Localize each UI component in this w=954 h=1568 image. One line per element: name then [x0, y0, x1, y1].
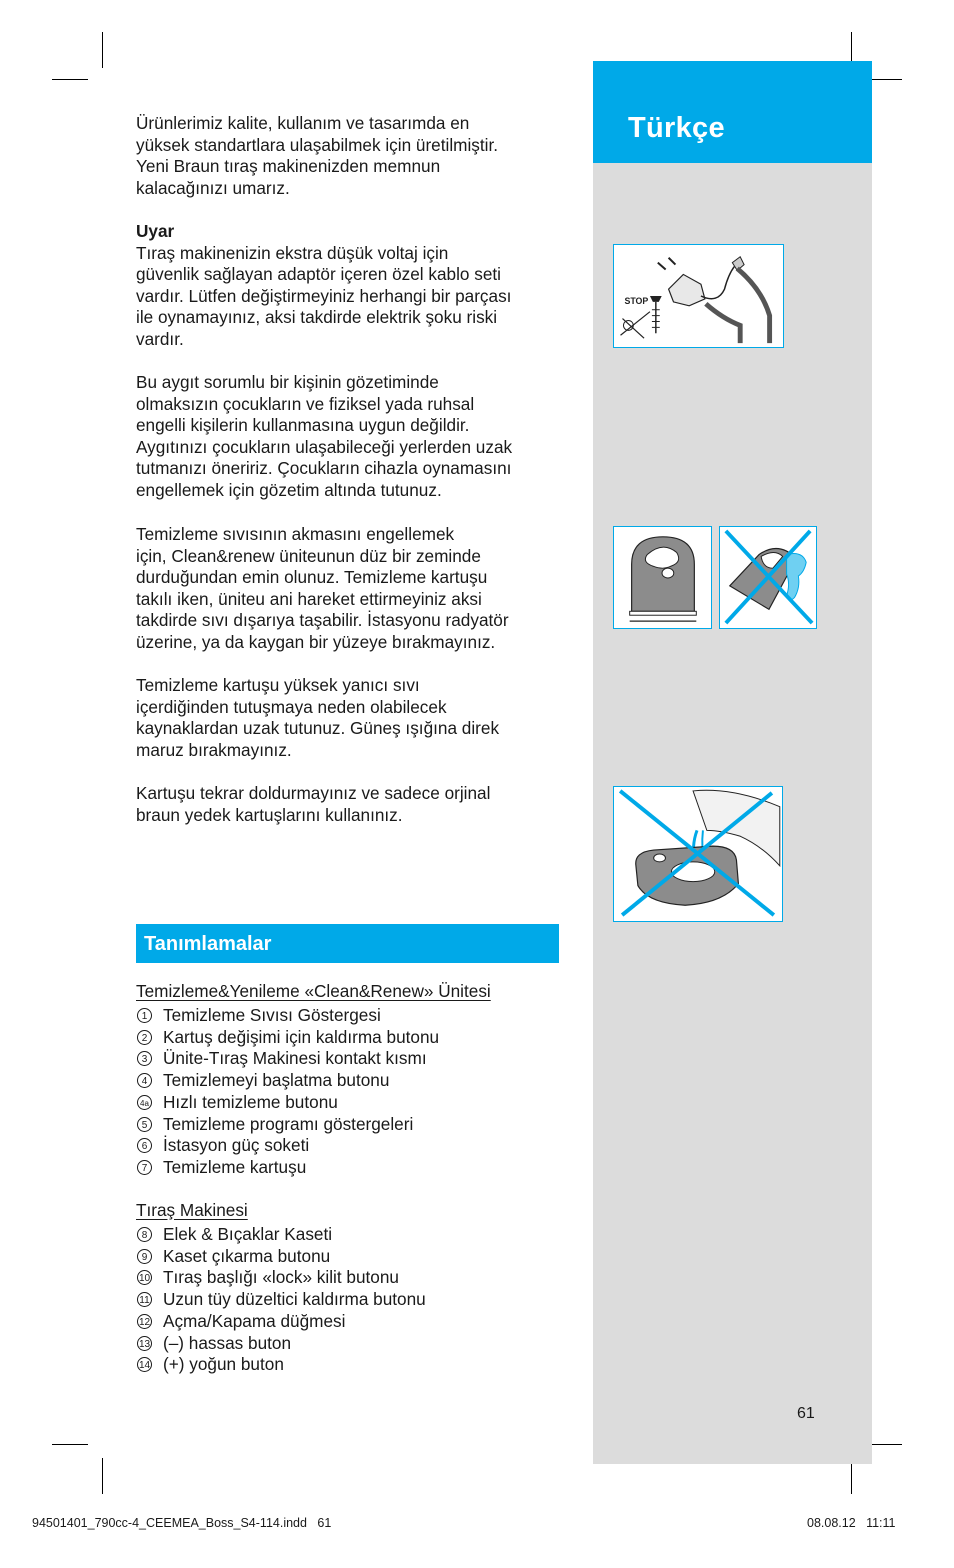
stop-label: STOP: [624, 295, 649, 306]
warning-paragraph-3: [136, 524, 509, 654]
warning-line: engelli kişilerin kullanmasına uygun değildir.: [136, 415, 470, 436]
part-label: Temizleme programı göstergeleri: [163, 1113, 414, 1134]
crop-mark: [52, 79, 88, 80]
part-label: Temizlemeyi başlatma butonu: [163, 1070, 390, 1091]
list-item: [136, 1354, 426, 1376]
page-number: 61: [797, 1405, 815, 1422]
part-label: (–) hassas buton: [163, 1332, 292, 1353]
warning-line: Temizleme sıvısının akmasını engellemek: [136, 524, 455, 544]
warning-line: takılı iken, üniteu ani hareket ettirmeyiniz aksi: [136, 588, 482, 609]
warning-paragraph-2: [136, 372, 512, 502]
figure-station-tilted-crossed: [719, 526, 817, 629]
warning-line: Temizleme kartuşu yüksek yanıcı sıvı: [136, 675, 420, 695]
crop-mark: [102, 1458, 103, 1494]
list-item: [136, 1289, 426, 1311]
part-number: 13: [137, 1336, 152, 1351]
part-number: 4: [137, 1073, 152, 1088]
part-label: Elek & Bıçaklar Kaseti: [163, 1224, 333, 1244]
list-item: [136, 1070, 439, 1092]
warning-line: tutmanızı öneririz. Çocukların cihazla oynamasını: [136, 458, 512, 479]
warning-section: [136, 221, 511, 351]
section-title: Tanımlamalar: [144, 933, 272, 955]
warning-line: üzerine, ya da kaygan bir yüzeye bırakmayınız.: [136, 631, 496, 652]
power-plug-illustration: [614, 245, 783, 347]
warning-line: güvenlik sağlayan adaptör içeren özel kablo seti: [136, 264, 501, 285]
intro-line: Yeni Braun tıraş makinenizden memnun: [136, 156, 441, 177]
part-label: Kaset çıkarma butonu: [163, 1245, 331, 1266]
list-item: [136, 1224, 426, 1246]
warning-line: Tıraş makinenizin ekstra düşük voltaj için: [136, 242, 449, 263]
part-number: 3: [137, 1051, 152, 1066]
list-item: [136, 1333, 426, 1355]
warning-line: vardır. Lütfen değiştirmeyiniz herhangi bir parçası: [136, 285, 512, 306]
part-number: 7: [137, 1160, 152, 1175]
list-item: [136, 1005, 439, 1027]
part-label: Hızlı temizleme butonu: [163, 1091, 338, 1112]
part-number: 9: [137, 1249, 152, 1264]
figure-station-upright: [613, 526, 712, 629]
warning-line: için, Clean&renew üniteunun düz bir zeminde: [136, 545, 481, 566]
warning-line: kaynaklardan uzak tutunuz. Güneş ışığına direk: [136, 718, 500, 739]
warning-line: braun yedek kartuşlarını kullanınız.: [136, 804, 403, 825]
intro-line: yüksek standartlara ulaşabilmek için üretilmiştir.: [136, 134, 499, 155]
warning-paragraph-5: [136, 783, 490, 826]
part-number: 2: [137, 1030, 152, 1045]
part-number: 6: [137, 1138, 152, 1153]
list-item: [136, 1048, 439, 1070]
part-number: 5: [137, 1117, 152, 1132]
part-label: Tıraş başlığı «lock» kilit butonu: [163, 1267, 399, 1288]
list-item: [136, 1311, 426, 1333]
shaver-parts-list: [136, 1224, 426, 1376]
part-label: Temizleme Sıvısı Göstergesi: [163, 1005, 381, 1025]
crop-mark: [52, 1444, 88, 1445]
warning-line: Kartuşu tekrar doldurmayınız ve sadece orjinal: [136, 783, 491, 803]
part-number: 11: [137, 1292, 152, 1307]
part-label: Kartuş değişimi için kaldırma butonu: [163, 1026, 440, 1047]
warning-line: vardır.: [136, 328, 184, 349]
station-tilted-illustration: [720, 527, 816, 628]
warning-line: engellemek için gözetim altında tutunuz.: [136, 479, 442, 500]
part-number: 4a: [137, 1095, 152, 1110]
list-item: [136, 1267, 426, 1289]
part-label: Açma/Kapama düğmesi: [163, 1310, 346, 1331]
warning-heading: Uyar: [136, 221, 175, 241]
station-upright-illustration: [614, 527, 711, 628]
warning-line: içerdiğinden tutuşmaya neden olabilecek: [136, 696, 447, 717]
crop-mark: [102, 32, 103, 68]
figure-refill-crossed: [613, 786, 783, 922]
warning-paragraph-4: [136, 675, 499, 761]
warning-line: olmaksızın çocukların ve fiziksel yada ruhsal: [136, 393, 475, 414]
language-title: Türkçe: [628, 112, 725, 144]
footer-timestamp: 08.08.12 11:11: [807, 1516, 896, 1530]
list-item: [136, 1157, 439, 1179]
warning-line: maruz bırakmayınız.: [136, 739, 292, 760]
unit-heading: Temizleme&Yenileme «Clean&Renew» Ünitesi: [136, 981, 491, 1001]
list-item: [136, 1027, 439, 1049]
part-label: Ünite-Tıraş Makinesi kontakt kısmı: [163, 1048, 427, 1069]
part-number: 8: [137, 1227, 152, 1242]
list-item: [136, 1246, 426, 1268]
warning-line: durduğundan emin olunuz. Temizleme kartuşu: [136, 567, 488, 588]
refill-illustration: [614, 787, 782, 921]
shaver-heading: Tıraş Makinesi: [136, 1200, 248, 1220]
intro-line: Ürünlerimiz kalite, kullanım ve tasarımda en: [136, 113, 470, 133]
list-item: [136, 1092, 439, 1114]
warning-line: Bu aygıt sorumlu bir kişinin gözetiminde: [136, 372, 439, 392]
list-item: [136, 1114, 439, 1136]
warning-line: takdirde sıvı dışarıya taşabilir. İstasyonu radyatör: [136, 610, 509, 631]
intro-paragraph: [136, 113, 498, 199]
warning-line: ile oynamayınız, aksi takdirde elektrik şoku riski: [136, 307, 498, 328]
part-label: (+) yoğun buton: [163, 1354, 284, 1375]
warning-line: Aygıtınızı çocukların ulaşabileceği yerlerden uzak: [136, 436, 513, 457]
part-number: 1: [137, 1008, 152, 1023]
intro-line: kalacağınızı umarız.: [136, 177, 290, 198]
part-number: 12: [137, 1314, 152, 1329]
footer-file-info: 94501401_790cc-4_CEEMEA_Boss_S4-114.indd 61: [32, 1516, 332, 1530]
part-label: İstasyon güç soketi: [163, 1135, 310, 1156]
unit-parts-list: [136, 1005, 439, 1179]
figure-power-cord-stop: [613, 244, 784, 348]
part-label: Uzun tüy düzeltici kaldırma butonu: [163, 1289, 426, 1310]
part-number: 10: [137, 1270, 152, 1285]
part-number: 14: [137, 1357, 152, 1372]
part-label: Temizleme kartuşu: [163, 1156, 307, 1177]
list-item: [136, 1135, 439, 1157]
